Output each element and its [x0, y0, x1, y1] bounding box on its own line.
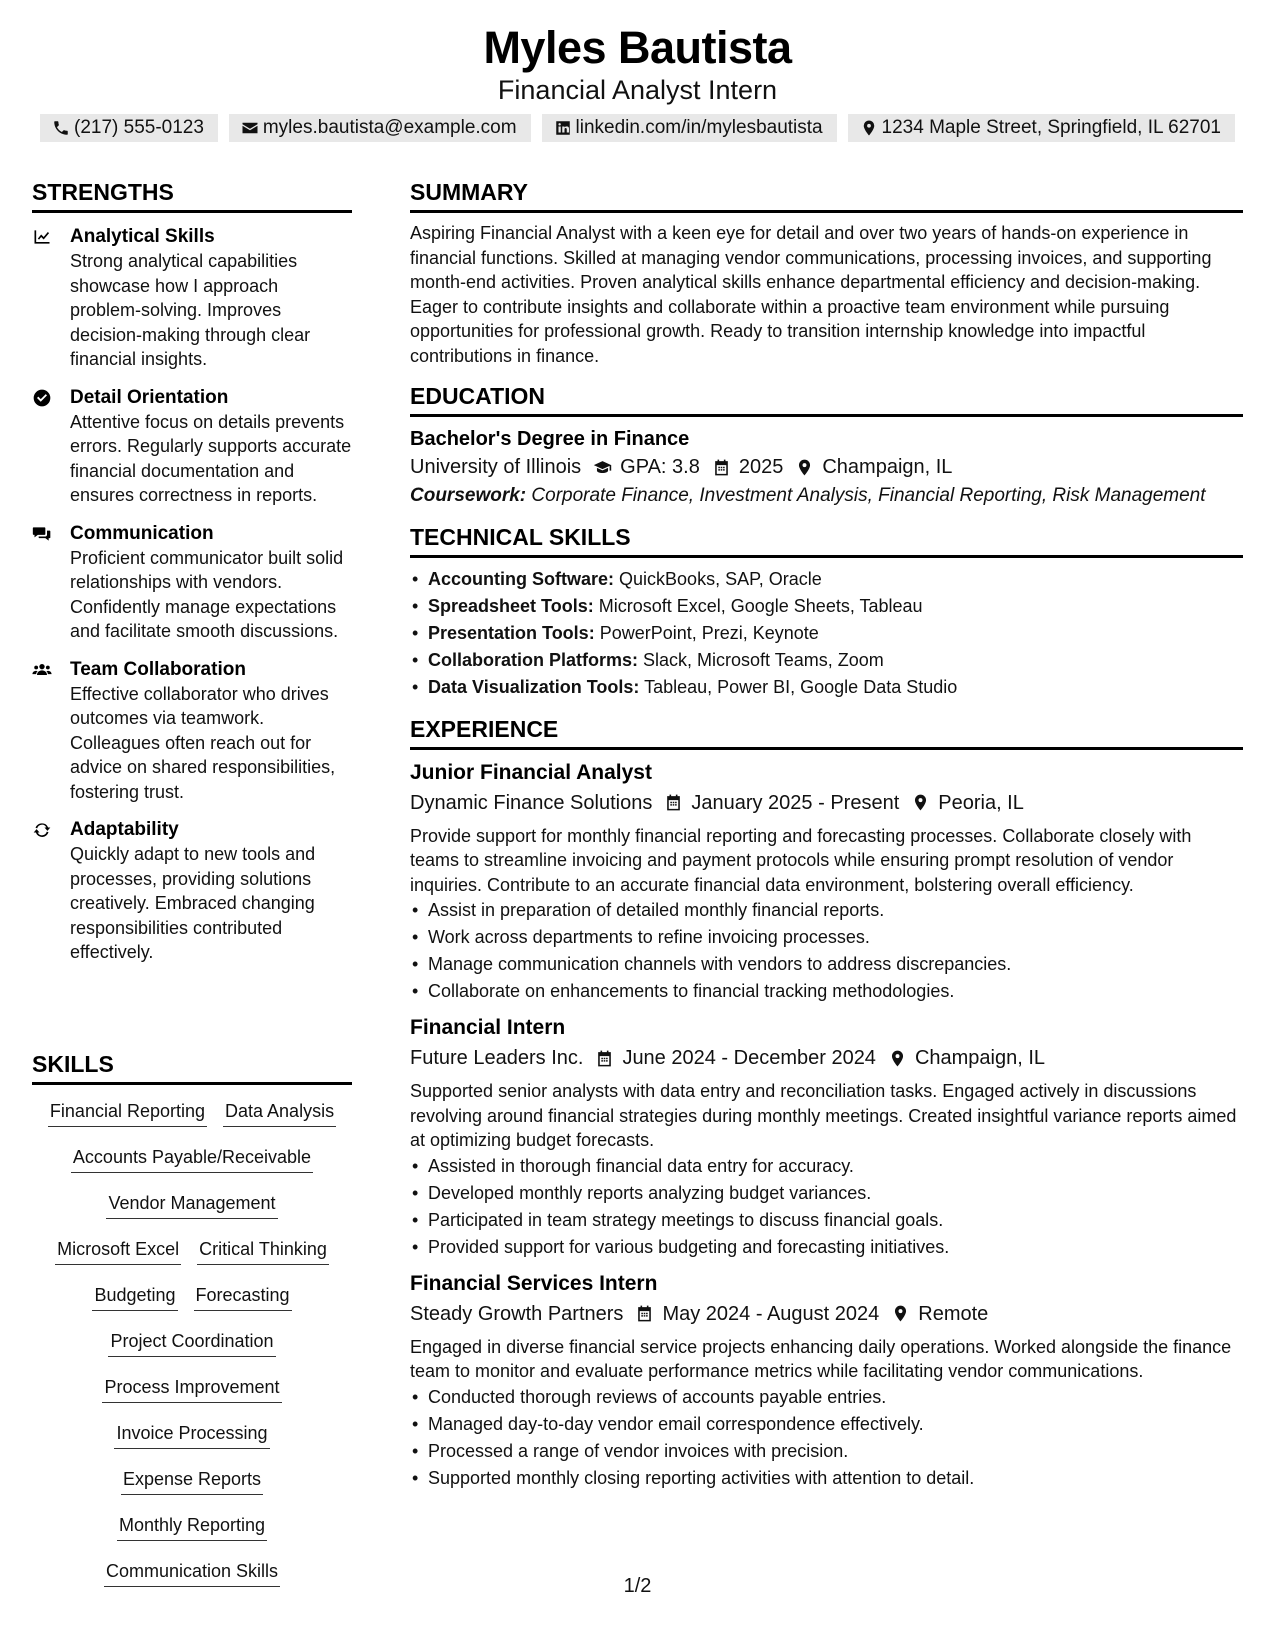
skills-list — [32, 1099, 352, 1605]
list-item — [410, 620, 1243, 647]
strength-item — [32, 658, 352, 805]
skill-tag: Project Coordination — [108, 1329, 275, 1357]
skill-tag: Forecasting — [194, 1283, 292, 1311]
education-heading: EDUCATION — [410, 382, 1243, 417]
strength-title: Adaptability — [70, 819, 179, 840]
strength-title: Analytical Skills — [70, 226, 215, 247]
tech-skill-label: Collaboration Platforms: — [428, 649, 639, 670]
tech-skill-value: Tableau, Power BI, Google Data Studio — [644, 676, 958, 697]
list-item: • Provided support for various budgeting and forecasting initiatives. — [410, 1234, 1243, 1261]
envelope-icon — [241, 119, 259, 137]
job-dates: January 2025 - Present — [691, 791, 900, 814]
tech-skill-label: Presentation Tools: — [428, 622, 595, 643]
school-name: University of Illinois — [410, 456, 582, 478]
strength-desc: Attentive focus on details prevents errors. Regularly supports accurate financial documentation and ensures correctness in reports. — [70, 411, 352, 505]
job-bullets — [410, 1153, 1243, 1261]
strength-desc: Quickly adapt to new tools and processes, providing solutions creatively. Embraced changing responsibilities contributed effectively. — [70, 844, 316, 962]
job-title: Financial Services Intern — [410, 1271, 658, 1295]
company-name: Steady Growth Partners — [410, 1302, 624, 1325]
strength-title: Communication — [70, 522, 214, 544]
summary-text: Aspiring Financial Analyst with a keen eye for detail and over two years of hands-on experience in financial functions. Skilled at managing vendor communications, processing invoices, and supporting month-end activities. Proven analytical skills enhance departmental efficiency and decision-making. Eager to contribute insights and collaborate within a proactive team environment while pursuing opportunities for professional growth. Ready to transition internship knowledge into impactful contributions in finance. — [410, 223, 1212, 366]
check-circle-icon — [32, 388, 52, 408]
users-icon — [32, 660, 52, 680]
skills-section — [32, 1050, 352, 1605]
list-item: • Conducted thorough reviews of accounts payable entries. — [410, 1384, 1243, 1411]
degree-title: Bachelor's Degree in Finance — [410, 428, 690, 450]
contact-address — [848, 114, 1235, 142]
skill-tag: Communication Skills — [104, 1559, 280, 1587]
job-location: Champaign, IL — [914, 1047, 1046, 1069]
coursework — [410, 484, 1243, 509]
skill-tag: Monthly Reporting — [117, 1513, 267, 1541]
skill-tag: Financial Reporting — [48, 1099, 207, 1127]
company-name: Future Leaders Inc. — [410, 1047, 584, 1069]
strengths-heading: STRENGTHS — [32, 178, 352, 213]
strength-title: Team Collaboration — [70, 658, 246, 680]
job-location: Peoria, IL — [938, 791, 1024, 814]
map-pin-icon — [795, 458, 814, 477]
skill-tag: Critical Thinking — [197, 1237, 329, 1265]
comments-icon — [32, 524, 52, 544]
map-pin-icon — [891, 1304, 910, 1323]
tech-skill-value: QuickBooks, SAP, Oracle — [619, 568, 822, 589]
list-item: • Work across departments to refine invoicing processes. — [410, 924, 1243, 951]
tech-skill-value: Microsoft Excel, Google Sheets, Tableau — [598, 595, 923, 616]
skill-tag: Microsoft Excel — [55, 1237, 181, 1265]
contact-email[interactable] — [229, 114, 531, 142]
education-meta — [410, 452, 1243, 482]
list-item — [410, 674, 1243, 701]
technical-skills-heading: TECHNICAL SKILLS — [410, 523, 1243, 558]
skill-tag: Budgeting — [92, 1283, 177, 1311]
list-item — [410, 647, 1243, 674]
refresh-icon — [32, 820, 52, 840]
list-item — [410, 593, 1243, 620]
candidate-name: Myles Bautista — [483, 22, 792, 73]
experience-heading: EXPERIENCE — [410, 715, 1243, 750]
job-title: Junior Financial Analyst — [410, 760, 652, 784]
list-item: • Processed a range of vendor invoices with precision. — [410, 1438, 1243, 1465]
job-dates: June 2024 - December 2024 — [622, 1047, 876, 1069]
left-column — [32, 178, 352, 1581]
list-item: • Supported monthly closing reporting activities with attention to detail. — [410, 1465, 1243, 1492]
list-item: • Manage communication channels with vendors to address discrepancies. — [410, 951, 1243, 978]
strengths-list — [32, 225, 352, 965]
gpa: GPA: 3.8 — [620, 456, 700, 478]
job-entry — [410, 1269, 1243, 1492]
address-text: 1234 Maple Street, Springfield, IL 62701 — [881, 117, 1221, 138]
skill-tag: Invoice Processing — [114, 1421, 269, 1449]
job-bullets — [410, 1384, 1243, 1492]
map-pin-icon — [888, 1049, 907, 1068]
skill-tag: Vendor Management — [106, 1191, 277, 1219]
tech-skill-label: Accounting Software: — [428, 568, 615, 589]
technical-skills-section — [410, 523, 1243, 701]
skill-tag: Data Analysis — [223, 1099, 336, 1127]
strength-title: Detail Orientation — [70, 386, 229, 408]
job-description: Provide support for monthly financial reporting and forecasting processes. Collaborate closely with teams to streamline invoicing and payment protocols while ensuring prompt resolution of vendor inquiries. Contribute to an accurate financial data environment, bolstering overall efficiency. — [410, 825, 1192, 895]
coursework-list: Corporate Finance, Investment Analysis, Financial Reporting, Risk Management — [531, 485, 1206, 506]
list-item: • Developed monthly reports analyzing budget variances. — [410, 1180, 1243, 1207]
linkedin-icon — [554, 119, 572, 137]
strength-item — [32, 522, 352, 644]
page-number: 1/2 — [623, 1575, 652, 1597]
map-pin-icon — [860, 119, 878, 137]
resume-header — [0, 22, 1275, 106]
calendar-icon — [595, 1049, 614, 1068]
skill-tag: Process Improvement — [102, 1375, 281, 1403]
list-item: • Collaborate on enhancements to financial tracking methodologies. — [410, 978, 1243, 1005]
tech-skill-value: PowerPoint, Prezi, Keynote — [599, 622, 819, 643]
job-description: Supported senior analysts with data entry and reconciliation tasks. Engaged actively in discussions revolving around financial strategies during monthly meetings. Created insightful variance reports aimed at optimizing budget forecasts. — [410, 1081, 1237, 1150]
right-column — [410, 178, 1243, 1492]
list-item: • Managed day-to-day vendor email correspondence effectively. — [410, 1411, 1243, 1438]
tech-skill-value: Slack, Microsoft Teams, Zoom — [643, 649, 884, 670]
calendar-icon — [635, 1304, 654, 1323]
calendar-icon — [664, 793, 683, 812]
list-item: • Participated in team strategy meetings to discuss financial goals. — [410, 1207, 1243, 1234]
coursework-label: Coursework: — [410, 485, 527, 506]
job-meta — [410, 788, 1243, 818]
calendar-icon — [712, 458, 731, 477]
strength-desc: Strong analytical capabilities showcase how I approach problem-solving. Improves decision-making through clear financial insights. — [70, 251, 311, 369]
skill-tag: Expense Reports — [121, 1467, 263, 1495]
experience-section — [410, 715, 1243, 1492]
job-entry — [410, 1013, 1243, 1261]
strength-item — [32, 225, 352, 372]
job-meta — [410, 1299, 1243, 1329]
tech-skill-label: Data Visualization Tools: — [428, 676, 640, 697]
contact-phone[interactable] — [40, 114, 218, 142]
map-pin-icon — [911, 793, 930, 812]
contact-linkedin[interactable] — [542, 114, 837, 142]
list-item — [410, 566, 1243, 593]
line-chart-icon — [32, 227, 52, 247]
job-location: Remote — [918, 1302, 989, 1325]
skill-tag: Accounts Payable/Receivable — [71, 1145, 313, 1173]
job-title: Financial Intern — [410, 1016, 566, 1039]
contact-bar — [40, 114, 1235, 142]
strength-desc: Effective collaborator who drives outcomes via teamwork. Colleagues often reach out for advice on shared responsibilities, fostering trust. — [70, 683, 336, 802]
education-section — [410, 382, 1243, 509]
phone-text: (217) 555-0123 — [74, 117, 204, 138]
summary-heading: SUMMARY — [410, 178, 1243, 213]
job-entry — [410, 758, 1243, 1006]
job-meta — [410, 1043, 1243, 1073]
tech-skill-label: Spreadsheet Tools: — [428, 595, 594, 616]
list-item: • Assist in preparation of detailed monthly financial reports. — [410, 897, 1243, 924]
email-text: myles.bautista@example.com — [262, 117, 517, 138]
job-description: Engaged in diverse financial service projects enhancing daily operations. Worked alongside the finance team to monitor and evaluate performance metrics while facilitating vendor communications. — [410, 1336, 1232, 1381]
candidate-title: Financial Analyst Intern — [497, 75, 778, 105]
graduation-cap-icon — [593, 458, 612, 477]
job-dates: May 2024 - August 2024 — [662, 1302, 880, 1325]
strength-item — [32, 386, 352, 508]
phone-icon — [52, 119, 70, 137]
list-item: • Assisted in thorough financial data entry for accuracy. — [410, 1153, 1243, 1180]
linkedin-text: linkedin.com/in/mylesbautista — [575, 117, 823, 138]
strength-desc: Proficient communicator built solid relationships with vendors. Confidently manage expectations and facilitate smooth discussions. — [70, 547, 344, 641]
technical-skills-list — [410, 566, 1243, 701]
skills-heading: SKILLS — [32, 1050, 352, 1085]
strength-item — [32, 818, 352, 965]
school-location: Champaign, IL — [822, 456, 953, 478]
job-bullets — [410, 897, 1243, 1005]
graduation-year: 2025 — [738, 456, 784, 478]
company-name: Dynamic Finance Solutions — [410, 791, 653, 814]
